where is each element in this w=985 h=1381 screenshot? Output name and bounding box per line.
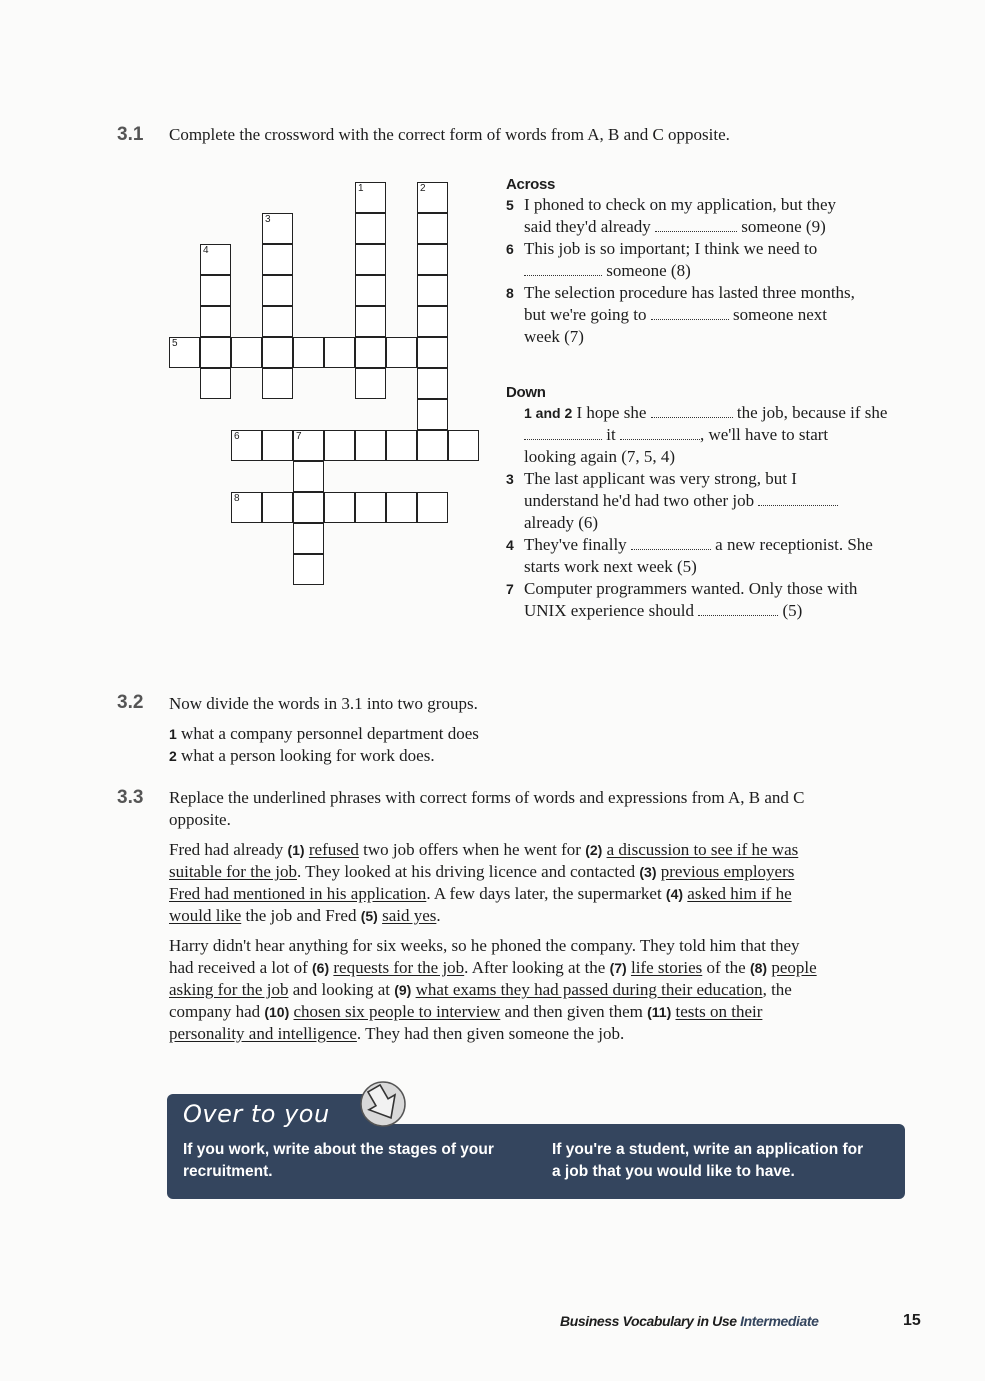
item-number: (6)	[312, 960, 330, 976]
text-span: If you work, write about the stages of your	[183, 1141, 494, 1158]
crossword-cell[interactable]	[293, 492, 324, 523]
clue-down-4	[506, 534, 926, 578]
exercise-number: 3.1	[117, 124, 144, 145]
text-span: it	[606, 425, 616, 444]
text-span: (5)	[782, 601, 803, 620]
text-span: had received a lot of	[169, 958, 313, 977]
text-span: I phoned to check on my application, but they	[524, 195, 837, 214]
crossword-cell[interactable]	[355, 244, 386, 275]
text-span: someone (9)	[741, 217, 826, 236]
text-span: , we'll have to start	[699, 425, 829, 444]
crossword-cell[interactable]	[355, 337, 386, 368]
text-span: understand he'd had two other job	[524, 491, 755, 510]
clue-down-1-2	[506, 402, 926, 468]
over-to-you-title: Over to you	[183, 1100, 330, 1128]
underlined-phrase: people	[771, 958, 817, 977]
underlined-phrase: previous employers	[660, 862, 795, 881]
cell-number: 6	[234, 431, 240, 442]
cell-number: 2	[420, 183, 426, 194]
clue-across-5	[506, 194, 926, 238]
crossword-cell[interactable]	[355, 306, 386, 337]
cell-number: 8	[234, 493, 240, 504]
text-span: This job is so important; I think we need to	[524, 239, 818, 258]
text-span: 4	[506, 537, 514, 553]
item-number: (1)	[287, 842, 305, 858]
arrow-icon	[352, 1080, 412, 1130]
crossword-cell[interactable]	[355, 213, 386, 244]
crossword-cell[interactable]	[200, 275, 231, 306]
text-span: UNIX experience should	[524, 601, 694, 620]
crossword-cell[interactable]	[293, 523, 324, 554]
item-number: 1	[169, 726, 177, 742]
text-span: week (7)	[524, 327, 584, 346]
text-span: Replace the underlined phrases with correct forms of words and expressions from A, B and C	[169, 788, 805, 807]
text-span: and then given them	[500, 1002, 648, 1021]
across-heading: Across	[506, 176, 556, 193]
answer-blank[interactable]	[524, 427, 602, 440]
text-span: recruitment.	[183, 1163, 273, 1180]
underlined-phrase: tests on their	[675, 1002, 763, 1021]
answer-blank[interactable]	[655, 219, 737, 232]
crossword-cell[interactable]	[200, 337, 231, 368]
crossword-cell[interactable]	[200, 244, 231, 275]
text-span: a new receptionist. She	[715, 535, 873, 554]
text-span: starts work next week (5)	[524, 557, 697, 576]
crossword-cell[interactable]	[262, 337, 293, 368]
text-span: . After looking at the	[464, 958, 610, 977]
crossword-cell[interactable]	[324, 337, 355, 368]
underlined-phrase: refused	[308, 840, 359, 859]
underlined-phrase: asked him if he	[687, 884, 792, 903]
crossword-cell[interactable]	[417, 368, 448, 399]
text-span: .	[436, 906, 441, 925]
footer-book-title	[560, 1313, 819, 1329]
exercise-instruction	[169, 787, 919, 831]
crossword-cell[interactable]	[417, 430, 448, 461]
exercise-instruction: Now divide the words in 3.1 into two groups.	[169, 694, 478, 713]
item-number: (3)	[639, 864, 657, 880]
crossword-cell[interactable]	[293, 461, 324, 492]
cell-number: 7	[296, 431, 302, 442]
crossword-cell[interactable]	[417, 213, 448, 244]
item-number: (8)	[749, 960, 768, 976]
crossword-cell[interactable]	[355, 182, 386, 213]
text-span: They've finally	[524, 535, 627, 554]
text-span: of the	[702, 958, 750, 977]
underlined-phrase: said yes	[382, 906, 437, 925]
crossword-cell[interactable]	[262, 306, 293, 337]
crossword-cell[interactable]	[417, 337, 448, 368]
crossword-cell[interactable]	[417, 399, 448, 430]
text-span: If you're a student, write an application for	[552, 1141, 864, 1158]
crossword-cell[interactable]	[355, 492, 386, 523]
item-number: (11)	[647, 1004, 672, 1020]
paragraph-harry	[169, 935, 919, 1045]
over-to-you-work	[183, 1139, 533, 1183]
item-number: (2)	[585, 842, 603, 858]
crossword-cell[interactable]	[355, 275, 386, 306]
across-clues	[506, 176, 926, 348]
item-number: 2	[169, 748, 177, 764]
crossword-cell[interactable]	[262, 213, 293, 244]
item-number: (10)	[264, 1004, 290, 1020]
crossword-cell[interactable]	[262, 368, 293, 399]
text-span: I hope she	[576, 403, 647, 422]
crossword-cell[interactable]	[262, 275, 293, 306]
underlined-phrase: chosen six people to interview	[293, 1002, 501, 1021]
text-span: Intermediate	[740, 1313, 819, 1329]
text-span: opposite.	[169, 810, 231, 829]
exercise-number: 3.3	[117, 787, 144, 808]
answer-blank[interactable]	[758, 493, 838, 506]
underlined-phrase: Fred had mentioned in his application	[169, 884, 427, 903]
text-span: 1 and 2	[524, 405, 573, 421]
text-span: someone (8)	[606, 261, 691, 280]
crossword-cell[interactable]	[417, 182, 448, 213]
crossword-cell[interactable]	[200, 368, 231, 399]
crossword-cell[interactable]	[355, 430, 386, 461]
text-span: already (6)	[524, 513, 599, 532]
text-span: The selection procedure has lasted three months,	[524, 283, 855, 302]
crossword-cell[interactable]	[231, 430, 262, 461]
item-number: (7)	[609, 960, 627, 976]
text-span: what a company personnel department does	[181, 724, 479, 743]
text-span: and looking at	[288, 980, 395, 999]
crossword-cell[interactable]	[448, 430, 479, 461]
item-number: (5)	[360, 908, 378, 924]
text-span: looking again (7, 5, 4)	[524, 447, 676, 466]
crossword-cell[interactable]	[200, 306, 231, 337]
text-span: 8	[506, 285, 514, 301]
text-span: but we're going to	[524, 305, 647, 324]
paragraph-fred	[169, 839, 919, 927]
underlined-phrase: requests for the job	[333, 958, 465, 977]
text-span: Business Vocabulary in Use	[560, 1313, 737, 1329]
crossword-cell[interactable]	[262, 430, 293, 461]
crossword-cell[interactable]	[386, 337, 417, 368]
crossword-cell[interactable]	[293, 430, 324, 461]
text-span: 6	[506, 241, 514, 257]
text-span: 7	[506, 581, 514, 597]
text-span: someone next	[733, 305, 827, 324]
answer-blank[interactable]	[698, 603, 778, 616]
crossword-cell[interactable]	[386, 430, 417, 461]
crossword-cell[interactable]	[293, 337, 324, 368]
underlined-phrase: what exams they had passed during their education	[415, 980, 763, 999]
answer-blank[interactable]	[620, 427, 700, 440]
crossword-cell[interactable]	[324, 492, 355, 523]
answer-blank[interactable]	[524, 263, 602, 276]
cell-number: 3	[265, 214, 271, 225]
clue-across-8	[506, 282, 926, 348]
text-span: a job that you would like to have.	[552, 1163, 795, 1180]
underlined-phrase: life stories	[630, 958, 703, 977]
item-number: (4)	[665, 886, 684, 902]
underlined-phrase: a discussion to see if he was	[606, 840, 799, 859]
text-span: Fred had already	[169, 840, 288, 859]
exercise-instruction: Complete the crossword with the correct form of words from A, B and C opposite.	[169, 125, 730, 144]
down-clues	[506, 384, 926, 622]
list-item	[169, 723, 909, 745]
page-number: 15	[903, 1312, 921, 1329]
crossword-cell[interactable]	[293, 554, 324, 585]
crossword-cell[interactable]	[417, 306, 448, 337]
text-span: company had	[169, 1002, 265, 1021]
text-span: said they'd already	[524, 217, 651, 236]
crossword-cell[interactable]	[417, 244, 448, 275]
crossword-cell[interactable]	[262, 244, 293, 275]
over-to-you-student	[552, 1139, 902, 1183]
text-span: Computer programmers wanted. Only those with	[524, 579, 858, 598]
crossword-cell[interactable]	[417, 275, 448, 306]
text-span: the job, because if she	[736, 403, 888, 422]
exercise-3-3	[169, 787, 919, 1053]
item-number: (9)	[394, 982, 412, 998]
underlined-phrase: asking for the job	[169, 980, 289, 999]
clue-across-6	[506, 238, 926, 282]
answer-blank[interactable]	[651, 405, 733, 418]
down-heading: Down	[506, 384, 546, 401]
crossword-cell[interactable]	[169, 337, 200, 368]
cell-number: 5	[172, 338, 178, 349]
cell-number: 1	[358, 183, 364, 194]
text-span: The last applicant was very strong, but I	[524, 469, 797, 488]
underlined-phrase: personality and intelligence	[169, 1024, 357, 1043]
crossword-cell[interactable]	[324, 430, 355, 461]
text-span: Harry didn't hear anything for six weeks, so he phoned the company. They told him that they	[169, 936, 800, 955]
answer-blank[interactable]	[651, 307, 729, 320]
exercise-number: 3.2	[117, 692, 144, 713]
text-span: , the	[762, 980, 792, 999]
underlined-phrase: suitable for the job	[169, 862, 297, 881]
crossword-cell[interactable]	[231, 337, 262, 368]
text-span: 5	[506, 197, 514, 213]
cell-number: 4	[203, 245, 209, 256]
text-span: the job and Fred	[241, 906, 361, 925]
text-span: two job offers when he went for	[358, 840, 586, 859]
exercise-3-2	[169, 693, 909, 767]
crossword-cell[interactable]	[231, 492, 262, 523]
text-span: 3	[506, 471, 514, 487]
answer-blank[interactable]	[631, 537, 711, 550]
clue-down-3	[506, 468, 926, 534]
crossword-cell[interactable]	[417, 492, 448, 523]
text-span: what a person looking for work does.	[181, 746, 435, 765]
crossword-cell[interactable]	[355, 368, 386, 399]
text-span: . They looked at his driving licence and contacted	[296, 862, 640, 881]
clue-down-7	[506, 578, 926, 622]
crossword-cell[interactable]	[386, 492, 417, 523]
underlined-phrase: would like	[169, 906, 242, 925]
crossword-cell[interactable]	[262, 492, 293, 523]
text-span: . A few days later, the supermarket	[426, 884, 666, 903]
text-span: . They had then given someone the job.	[356, 1024, 625, 1043]
list-item	[169, 745, 909, 767]
